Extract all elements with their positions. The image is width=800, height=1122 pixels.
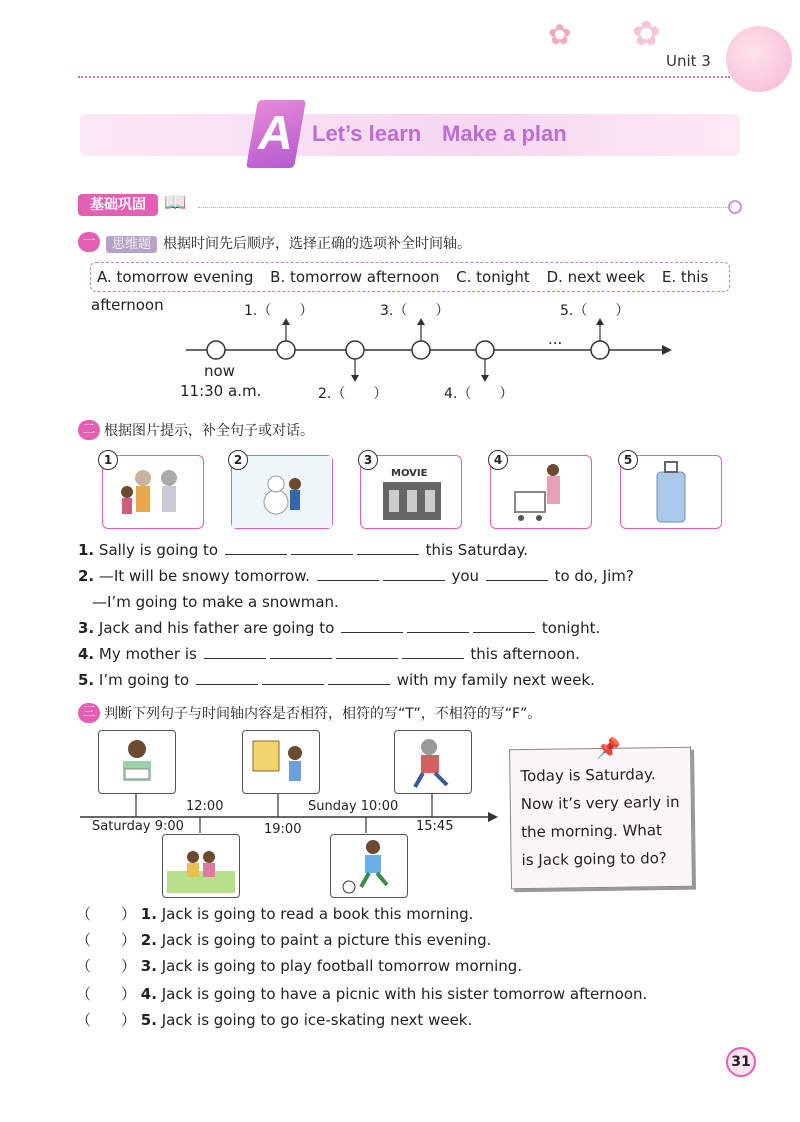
options-box [90, 262, 730, 314]
time-19: 19:00 [264, 822, 302, 837]
slot-2: 2.（ ） [318, 386, 388, 402]
lesson-title: Let’s learn [312, 121, 422, 146]
note-line: Today is Saturday. [520, 765, 656, 786]
flower-decoration: ✿ [548, 18, 572, 51]
answer-blank[interactable] [328, 672, 390, 685]
q2-line-5: 5. I’m going to with my family next week. [78, 671, 595, 689]
q2-line-2b: —I’m going to make a snowman. [92, 593, 339, 611]
picture-number-2: 2 [228, 450, 248, 470]
answer-blank[interactable] [336, 646, 398, 659]
picture-number-1: 1 [98, 450, 118, 470]
answer-blank[interactable] [402, 646, 464, 659]
answer-blank[interactable] [407, 620, 469, 633]
timeline-arrow [488, 812, 498, 822]
pink-circle-decoration [726, 26, 792, 92]
header-divider [78, 76, 730, 78]
question-1-header [106, 233, 471, 253]
timeline-node-4 [476, 341, 494, 359]
timeline-now-label: now [204, 362, 235, 380]
question-1-instruction: 根据时间先后顺序，选择正确的选项补全时间轴。 [163, 236, 472, 252]
timeline-ellipsis: ... [548, 330, 563, 348]
note-card [509, 747, 693, 890]
answer-parentheses[interactable]: （ ） [76, 985, 137, 1003]
picture-snowman [231, 455, 333, 529]
page-number: 31 [726, 1047, 756, 1077]
picture-number-5: 5 [618, 450, 638, 470]
question-number: 一 [78, 232, 100, 252]
lesson-subtitle: Make a plan [442, 121, 567, 146]
answer-parentheses[interactable]: （ ） [76, 1011, 137, 1029]
option-d: D. next week [546, 268, 646, 286]
answer-blank[interactable] [486, 568, 548, 581]
answer-parentheses[interactable]: （ ） [76, 931, 137, 949]
question-number: 二 [78, 420, 100, 440]
time-12: 12:00 [186, 799, 224, 814]
timeline-node-1 [277, 341, 295, 359]
option-b: B. tomorrow afternoon [270, 268, 440, 286]
answer-blank[interactable] [262, 672, 324, 685]
section-divider [198, 207, 732, 208]
slot-3: 3.（ ） [380, 303, 450, 319]
thinking-tag: 思维题 [106, 236, 157, 253]
timeline-node-3 [412, 341, 430, 359]
picture-painting [242, 730, 320, 794]
answer-blank[interactable] [341, 620, 403, 633]
circle-marker [728, 200, 742, 214]
picture-family [102, 455, 204, 529]
q2-line-1: 1. Sally is going to this Saturday. [78, 541, 529, 559]
movie-sign: MOVIE [391, 468, 428, 479]
section-tag: 基础巩固 [78, 194, 158, 216]
lesson-letter: A [246, 100, 306, 168]
flower-decoration: ✿ [632, 14, 661, 54]
time-saturday-9: Saturday 9:00 [92, 819, 184, 834]
statement-4: （ ） 4. Jack is going to have a picnic with his sister tomorrow afternoon. [76, 985, 648, 1003]
note-line: is Jack going to do? [521, 849, 667, 870]
answer-blank[interactable] [357, 542, 419, 555]
q2-line-4: 4. My mother is this afternoon. [78, 645, 580, 663]
option-a: A. tomorrow evening [97, 268, 254, 286]
book-icon: 📖 [164, 192, 187, 213]
picture-number-3: 3 [358, 450, 378, 470]
unit-label: Unit 3 [666, 52, 711, 70]
answer-blank[interactable] [317, 568, 379, 581]
picture-number-4: 4 [488, 450, 508, 470]
question-3-instruction: 判断下列句子与时间轴内容是否相符，相符的写“T”，不相符的写“F”。 [104, 706, 542, 722]
answer-blank[interactable] [383, 568, 445, 581]
answer-parentheses[interactable]: （ ） [76, 905, 137, 923]
option-c: C. tonight [456, 268, 530, 286]
statement-3: （ ） 3. Jack is going to play football tomorrow morning. [76, 957, 523, 975]
statement-5: （ ） 5. Jack is going to go ice-skating next week. [76, 1011, 473, 1029]
picture-football [330, 834, 408, 898]
slot-4: 4.（ ） [444, 386, 514, 402]
timeline-node-now [207, 341, 225, 359]
pushpin-icon: 📌 [596, 736, 621, 760]
statement-1: （ ） 1. Jack is going to read a book this morning. [76, 905, 474, 923]
slot-1: 1.（ ） [244, 303, 314, 319]
picture-skating [394, 730, 472, 794]
picture-picnic [162, 834, 240, 898]
answer-blank[interactable] [473, 620, 535, 633]
statement-2: （ ） 2. Jack is going to paint a picture this evening. [76, 931, 492, 949]
answer-blank[interactable] [196, 672, 258, 685]
answer-blank[interactable] [225, 542, 287, 555]
note-line: Now it’s very early in [520, 792, 680, 814]
timeline-arrow [662, 345, 672, 355]
timeline-node-5 [591, 341, 609, 359]
timeline-time-label: 11:30 a.m. [180, 382, 262, 400]
answer-blank[interactable] [291, 542, 353, 555]
timeline-node-2 [346, 341, 364, 359]
note-line: the morning. What [521, 821, 663, 842]
slot-5: 5.（ ） [560, 303, 630, 319]
time-1545: 15:45 [416, 819, 454, 834]
answer-blank[interactable] [270, 646, 332, 659]
answer-blank[interactable] [204, 646, 266, 659]
option-e: E. this afternoon [91, 268, 709, 314]
answer-parentheses[interactable]: （ ） [76, 957, 137, 975]
question-2-instruction: 根据图片提示，补全句子或对话。 [104, 423, 314, 439]
time-sunday-10: Sunday 10:00 [308, 799, 399, 814]
picture-reading [98, 730, 176, 794]
q2-line-3: 3. Jack and his father are going to tonight. [78, 619, 601, 637]
question-number: 三 [78, 703, 100, 723]
q2-line-2: 2. —It will be snowy tomorrow. you to do, Jim? [78, 567, 634, 585]
